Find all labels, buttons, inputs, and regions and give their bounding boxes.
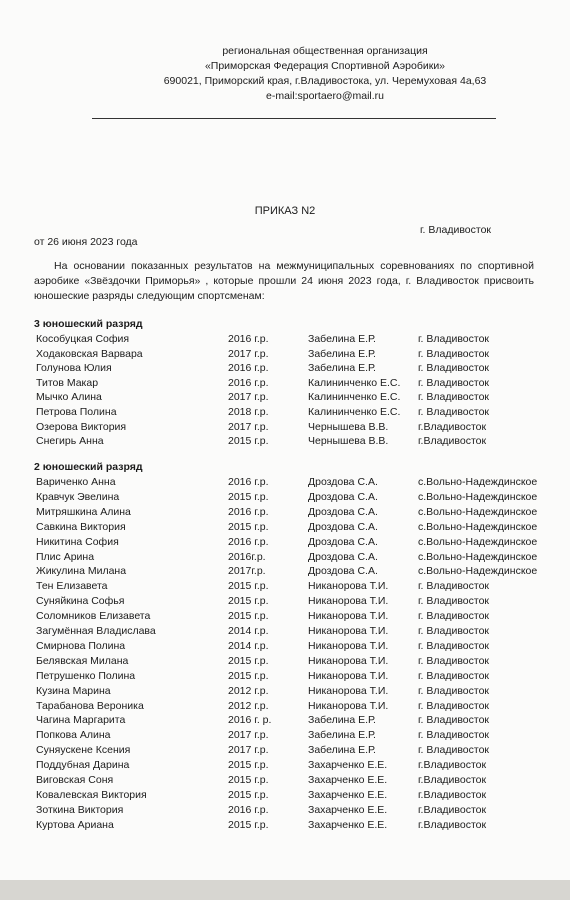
coach-name: Захарченко Е.Е. bbox=[308, 788, 388, 801]
coach-name: Чернышева В.В. bbox=[308, 420, 389, 433]
birth-year: 2015 г.р. bbox=[228, 580, 269, 593]
coach-name: Никанорова Т.И. bbox=[308, 580, 389, 593]
athlete-name: Никитина София bbox=[36, 535, 119, 548]
coach-name: Забелина Е.Р. bbox=[308, 744, 376, 757]
table-row bbox=[0, 550, 570, 564]
athlete-name: Митряшкина Алина bbox=[36, 505, 131, 518]
athlete-city: г. Владивосток bbox=[418, 669, 490, 682]
birth-year: 2014 г.р. bbox=[228, 625, 269, 637]
birth-year: 2012 г.р. bbox=[228, 684, 269, 697]
table-row bbox=[0, 699, 570, 713]
birth-year: 2017 г.р. bbox=[228, 744, 269, 757]
athlete-city: г. Владивосток bbox=[418, 406, 490, 418]
table-row bbox=[0, 788, 570, 802]
athlete-name: Попкова Алина bbox=[36, 729, 111, 742]
athlete-name: Жикулина Милана bbox=[36, 565, 127, 578]
athlete-city: г. Владивосток bbox=[418, 376, 490, 389]
coach-name: Захарченко Е.Е. bbox=[308, 818, 388, 831]
coach-name: Калининченко Е.С. bbox=[308, 376, 401, 389]
athlete-name: Плис Арина bbox=[36, 550, 95, 563]
table-row bbox=[0, 347, 570, 361]
table-row bbox=[0, 420, 570, 434]
table-row bbox=[0, 490, 570, 504]
athlete-name: Савкина Виктория bbox=[36, 520, 126, 533]
athlete-city: г.Владивосток bbox=[418, 759, 487, 772]
birth-year: 2015 г.р. bbox=[228, 669, 269, 682]
table-row bbox=[0, 475, 570, 489]
order-intro bbox=[34, 259, 534, 304]
coach-name: Никанорова Т.И. bbox=[308, 595, 389, 608]
birth-year: 2016 г.р. bbox=[228, 476, 269, 488]
table-row bbox=[0, 743, 570, 757]
coach-name: Дроздова С.А. bbox=[308, 490, 378, 503]
section-title-2: 2 юношеский разряд bbox=[34, 461, 143, 473]
table-row bbox=[0, 669, 570, 683]
table-row bbox=[0, 803, 570, 817]
table-row bbox=[0, 654, 570, 668]
athlete-name: Зоткина Виктория bbox=[36, 803, 124, 816]
coach-name: Забелина Е.Р. bbox=[308, 714, 376, 727]
coach-name: Забелина Е.Р. bbox=[308, 362, 376, 375]
athlete-city: с.Вольно-Надеждинское bbox=[418, 520, 538, 533]
birth-year: 2015 г.р. bbox=[228, 610, 269, 623]
coach-name: Дроздова С.А. bbox=[308, 476, 378, 488]
order-city: г. Владивосток bbox=[420, 224, 492, 236]
athlete-name: Смирнова Полина bbox=[36, 639, 126, 652]
athlete-name: Озерова Виктория bbox=[36, 420, 127, 433]
table-row bbox=[0, 390, 570, 404]
table-row bbox=[0, 594, 570, 608]
letterhead bbox=[0, 44, 570, 104]
athlete-name: Соломников Елизавета bbox=[36, 610, 151, 623]
coach-name: Никанорова Т.И. bbox=[308, 684, 389, 697]
birth-year: 2016 г.р. bbox=[228, 803, 269, 816]
athlete-name: Суняйкина Софья bbox=[36, 595, 125, 608]
coach-name: Дроздова С.А. bbox=[308, 520, 378, 533]
birth-year: 2015 г.р. bbox=[228, 595, 269, 608]
athlete-city: г. Владивосток bbox=[418, 654, 490, 667]
birth-year: 2016 г.р. bbox=[228, 505, 269, 518]
athlete-name: Петрушенко Полина bbox=[36, 669, 136, 682]
table-row bbox=[0, 579, 570, 593]
athlete-city: г.Владивосток bbox=[418, 420, 487, 433]
scan-bottom-edge bbox=[0, 880, 570, 900]
birth-year: 2016 г. р. bbox=[228, 714, 272, 727]
athlete-name: Мычко Алина bbox=[36, 391, 102, 404]
athlete-city: г. Владивосток bbox=[418, 625, 490, 637]
athlete-city: с.Вольно-Надеждинское bbox=[418, 490, 538, 503]
table-row bbox=[0, 376, 570, 390]
athlete-name: Суняускене Ксения bbox=[36, 744, 131, 757]
birth-year: 2017 г.р. bbox=[228, 729, 269, 742]
coach-name: Калининченко Е.С. bbox=[308, 391, 401, 404]
org-type: региональная общественная организация bbox=[222, 45, 428, 57]
birth-year: 2017 г.р. bbox=[228, 420, 269, 433]
org-email: e-mail:sportaero@mail.ru bbox=[265, 90, 385, 102]
coach-name: Забелина Е.Р. bbox=[308, 333, 376, 345]
birth-year: 2015 г.р. bbox=[228, 654, 269, 667]
athlete-name: Кузина Марина bbox=[36, 684, 111, 697]
birth-year: 2018 г.р. bbox=[228, 406, 269, 418]
athlete-city: г.Владивосток bbox=[418, 803, 487, 816]
birth-year: 2014 г.р. bbox=[228, 639, 269, 652]
table-row bbox=[0, 609, 570, 623]
birth-year: 2015 г.р. bbox=[228, 435, 269, 448]
birth-year: 2016 г.р. bbox=[228, 376, 269, 389]
athlete-name: Голунова Юлия bbox=[36, 362, 112, 375]
birth-year: 2015 г.р. bbox=[228, 774, 269, 786]
coach-name: Чернышева В.В. bbox=[308, 435, 389, 448]
athlete-name: Кособуцкая София bbox=[36, 333, 130, 345]
table-row bbox=[0, 773, 570, 787]
athlete-city: г. Владивосток bbox=[418, 333, 490, 345]
birth-year: 2016 г.р. bbox=[228, 362, 269, 375]
letterhead-divider bbox=[92, 118, 496, 119]
birth-year: 2015 г.р. bbox=[228, 490, 269, 503]
table-row bbox=[0, 434, 570, 448]
birth-year: 2015 г.р. bbox=[228, 818, 269, 831]
athlete-city: г. Владивосток bbox=[418, 580, 490, 593]
coach-name: Дроздова С.А. bbox=[308, 535, 378, 548]
table-row bbox=[0, 361, 570, 375]
table-row bbox=[0, 713, 570, 727]
birth-year: 2017г.р. bbox=[228, 565, 266, 578]
birth-year: 2016 г.р. bbox=[228, 535, 269, 548]
org-address: 690021, Приморский края, г.Владивостока, ул. Черемуховая 4а,63 bbox=[163, 75, 487, 87]
athlete-name: Снегирь Анна bbox=[36, 435, 104, 448]
birth-year: 2017 г.р. bbox=[228, 347, 269, 360]
coach-name: Забелина Е.Р. bbox=[308, 729, 376, 742]
athlete-city: г. Владивосток bbox=[418, 610, 490, 623]
athlete-name: Загумённая Владислава bbox=[36, 625, 156, 637]
athlete-city: с.Вольно-Надеждинское bbox=[418, 505, 538, 518]
coach-name: Никанорова Т.И. bbox=[308, 654, 389, 667]
athlete-city: г. Владивосток bbox=[418, 639, 490, 652]
table-row bbox=[0, 332, 570, 346]
birth-year: 2012 г.р. bbox=[228, 699, 269, 712]
athlete-city: г. Владивосток bbox=[418, 347, 490, 360]
athlete-name: Кравчук Эвелина bbox=[36, 490, 120, 503]
athlete-name: Титов Макар bbox=[36, 376, 99, 389]
athlete-city: г. Владивосток bbox=[418, 362, 490, 375]
athlete-name: Тен Елизавета bbox=[36, 580, 108, 593]
coach-name: Захарченко Е.Е. bbox=[308, 774, 388, 786]
athlete-name: Петрова Полина bbox=[36, 406, 117, 418]
coach-name: Забелина Е.Р. bbox=[308, 347, 376, 360]
coach-name: Никанорова Т.И. bbox=[308, 699, 389, 712]
coach-name: Дроздова С.А. bbox=[308, 505, 378, 518]
athlete-city: с.Вольно-Надеждинское bbox=[418, 565, 538, 578]
table-row bbox=[0, 505, 570, 519]
coach-name: Никанорова Т.И. bbox=[308, 625, 389, 637]
athlete-name: Ковалевская Виктория bbox=[36, 788, 147, 801]
order-intro-text: На основании показанных результатов на межмуниципальных соревнованиях по спортивной аэробике «Звёздочки Приморья» , которые прошли 24 июня 2023 года, г. Владивосток присвоить юношеские разряды следующим спортсменам: bbox=[34, 260, 534, 302]
birth-year: 2015 г.р. bbox=[228, 520, 269, 533]
table-row bbox=[0, 758, 570, 772]
coach-name: Никанорова Т.И. bbox=[308, 639, 389, 652]
order-title: ПРИКАЗ N2 bbox=[254, 205, 316, 217]
athlete-city: г. Владивосток bbox=[418, 729, 490, 742]
athlete-city: с.Вольно-Надеждинское bbox=[418, 476, 538, 488]
coach-name: Дроздова С.А. bbox=[308, 565, 378, 578]
table-row bbox=[0, 535, 570, 549]
table-row bbox=[0, 639, 570, 653]
athlete-city: г. Владивосток bbox=[418, 714, 490, 727]
section-title-3: 3 юношеский разряд bbox=[34, 318, 143, 330]
athlete-name: Ходаковская Варвара bbox=[36, 347, 143, 360]
athlete-name: Куртова Ариана bbox=[36, 818, 114, 831]
table-row bbox=[0, 624, 570, 638]
athlete-name: Белявская Милана bbox=[36, 654, 129, 667]
table-row bbox=[0, 405, 570, 419]
birth-year: 2015 г.р. bbox=[228, 759, 269, 772]
coach-name: Никанорова Т.И. bbox=[308, 669, 389, 682]
athlete-name: Тарабанова Вероника bbox=[36, 699, 144, 712]
table-row bbox=[0, 728, 570, 742]
coach-name: Захарченко Е.Е. bbox=[308, 759, 388, 772]
birth-year: 2017 г.р. bbox=[228, 391, 269, 404]
athlete-city: г. Владивосток bbox=[418, 684, 490, 697]
athlete-city: с.Вольно-Надеждинское bbox=[418, 550, 538, 563]
athlete-city: г. Владивосток bbox=[418, 699, 490, 712]
table-row bbox=[0, 818, 570, 832]
athlete-city: г. Владивосток bbox=[418, 391, 490, 404]
athlete-name: Поддубная Дарина bbox=[36, 759, 130, 772]
athlete-city: г.Владивосток bbox=[418, 435, 487, 448]
birth-year: 2015 г.р. bbox=[228, 788, 269, 801]
order-date: от 26 июня 2023 года bbox=[34, 236, 138, 248]
org-name: «Приморская Федерация Спортивной Аэробики» bbox=[204, 60, 446, 72]
athlete-name: Чагина Маргарита bbox=[36, 714, 126, 727]
table-row bbox=[0, 520, 570, 534]
athlete-city: г.Владивосток bbox=[418, 788, 487, 801]
coach-name: Никанорова Т.И. bbox=[308, 610, 389, 623]
athlete-city: г.Владивосток bbox=[418, 818, 487, 831]
birth-year: 2016г.р. bbox=[228, 550, 266, 563]
table-row bbox=[0, 564, 570, 578]
athlete-city: г. Владивосток bbox=[418, 595, 490, 608]
athlete-name: Виговская Соня bbox=[36, 774, 114, 786]
coach-name: Захарченко Е.Е. bbox=[308, 803, 388, 816]
athlete-city: г. Владивосток bbox=[418, 744, 490, 757]
athlete-name: Вариченко Анна bbox=[36, 476, 116, 488]
athlete-city: г.Владивосток bbox=[418, 774, 487, 786]
birth-year: 2016 г.р. bbox=[228, 333, 269, 345]
coach-name: Калининченко Е.С. bbox=[308, 406, 401, 418]
athlete-city: с.Вольно-Надеждинское bbox=[418, 535, 538, 548]
table-row bbox=[0, 684, 570, 698]
coach-name: Дроздова С.А. bbox=[308, 550, 378, 563]
